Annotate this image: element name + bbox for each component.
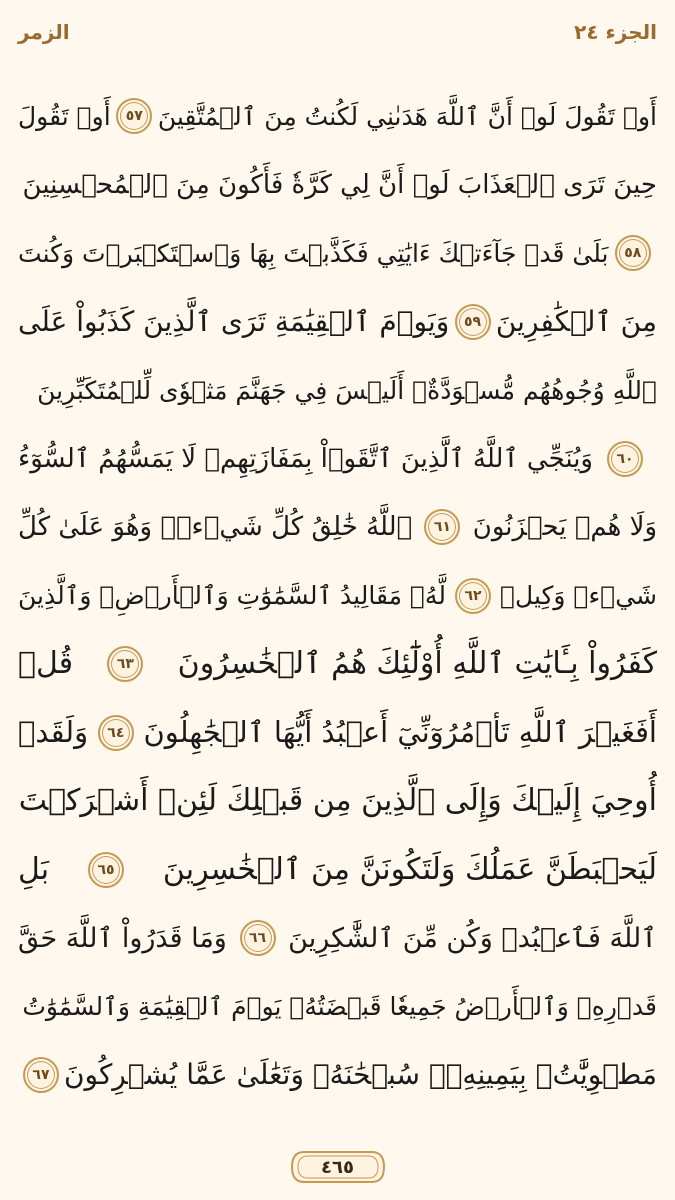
quran-page-text [18, 82, 657, 1110]
ayah-number-marker: ٥٨ [615, 235, 651, 271]
page-header [18, 12, 657, 52]
verse-text: ٱللَّهَ فَٱعۡبُدۡ وَكُن مِّنَ ٱلشَّٰكِرِينَ [288, 922, 657, 954]
quran-line [18, 630, 657, 699]
verse-text: أُوحِيَ إِلَيۡكَ وَإِلَى ٱلَّذِينَ مِن قَبۡلِكَ لَئِنۡ أَشۡرَكۡتَ [18, 783, 657, 819]
quran-line [18, 151, 657, 220]
verse-text: أَفَغَيۡرَ ٱللَّهِ تَأۡمُرُوٓنِّيٓ أَعۡبُدُ أَيُّهَا ٱلۡجَٰهِلُونَ [143, 715, 657, 750]
surah-name: الزمر [18, 20, 70, 44]
ayah-number-marker: ٦٤ [98, 715, 134, 751]
ayah-number-marker: ٥٧ [116, 98, 152, 134]
verse-text: وَيَوۡمَ ٱلۡقِيَٰمَةِ تَرَى ٱلَّذِينَ كَذَبُواْ عَلَى [18, 304, 450, 338]
quran-line [18, 699, 657, 768]
verse-text: وَمَا قَدَرُواْ ٱللَّهَ حَقَّ [18, 922, 227, 954]
verse-text: قُلۡ [18, 646, 74, 682]
verse-text: شَيۡءٖ وَكِيلٞ [500, 581, 657, 611]
juz-label: الجزء ٢٤ [574, 20, 657, 44]
verse-text: حِينَ تَرَى ٱلۡعَذَابَ لَوۡ أَنَّ لِي كَرَّةٗ فَأَكُونَ مِنَ ٱلۡمُحۡسِنِينَ [22, 169, 657, 200]
ayah-number-marker: ٦٧ [23, 1057, 59, 1093]
quran-line [18, 82, 657, 151]
verse-text: مِنَ ٱلۡكَٰفِرِينَ [495, 304, 657, 338]
verse-text: وَلَا هُمۡ يَحۡزَنُونَ [472, 512, 657, 543]
quran-line [18, 493, 657, 562]
verse-text: بَلِ [18, 851, 50, 887]
page-number: ٤٦٥ [321, 1156, 354, 1178]
quran-line [18, 288, 657, 357]
ayah-number-marker: ٦٥ [88, 852, 124, 888]
verse-text: وَيُنَجِّي ٱللَّهُ ٱلَّذِينَ ٱتَّقَوۡاْ بِمَفَازَتِهِمۡ لَا يَمَسُّهُمُ ٱلسُّوٓءُ [18, 443, 593, 474]
verse-text: كَفَرُواْ بِـَٔايَٰتِ ٱللَّهِ أُوْلَٰٓئِكَ هُمُ ٱلۡخَٰسِرُونَ [177, 646, 657, 682]
verse-text: أَوۡ تَقُولَ [18, 101, 111, 131]
ayah-number-marker: ٥٩ [455, 304, 491, 340]
verse-text: بَلَىٰ قَدۡ جَآءَتۡكَ ءَايَٰتِي فَكَذَّبۡتَ بِهَا وَٱسۡتَكۡبَرۡتَ وَكُنتَ [18, 238, 609, 268]
quran-line [18, 1041, 657, 1110]
ayah-number-marker: ٦٣ [107, 646, 143, 682]
quran-line [18, 904, 657, 973]
verse-text: لَّهُۥ مَقَالِيدُ ٱلسَّمَٰوَٰتِ وَٱلۡأَرۡضِۗ وَٱلَّذِينَ [18, 581, 446, 611]
verse-text: ٱللَّهِ وُجُوهُهُم مُّسۡوَدَّةٌۚ أَلَيۡسَ فِي جَهَنَّمَ مَثۡوٗى لِّلۡمُتَكَبِّرِينَ [37, 375, 657, 405]
quran-line [18, 562, 657, 631]
ayah-number-marker: ٦٠ [607, 441, 643, 477]
verse-text: ٱللَّهُ خَٰلِقُ كُلِّ شَيۡءٖۖ وَهُوَ عَلَىٰ كُلِّ [18, 512, 413, 543]
ayah-number-marker: ٦١ [424, 509, 460, 545]
verse-text: وَلَقَدۡ [18, 715, 89, 750]
quran-line [18, 356, 657, 425]
quran-line [18, 767, 657, 836]
ayah-number-marker: ٦٦ [240, 920, 276, 956]
quran-line [18, 219, 657, 288]
quran-line [18, 973, 657, 1042]
verse-text: قَدۡرِهِۦ وَٱلۡأَرۡضُ جَمِيعٗا قَبۡضَتُهُۥ يَوۡمَ ٱلۡقِيَٰمَةِ وَٱلسَّمَٰوَٰتُ [22, 992, 657, 1022]
quran-line [18, 425, 657, 494]
verse-text: مَطۡوِيَّٰتُۢ بِيَمِينِهِۦۚ سُبۡحَٰنَهُۥ وَتَعَٰلَىٰ عَمَّا يُشۡرِكُونَ [63, 1058, 657, 1092]
quran-line [18, 836, 657, 905]
page-number-box [290, 1150, 386, 1184]
verse-text: لَيَحۡبَطَنَّ عَمَلُكَ وَلَتَكُونَنَّ مِنَ ٱلۡخَٰسِرِينَ [162, 851, 657, 887]
ayah-number-marker: ٦٢ [455, 578, 491, 614]
verse-text: أَوۡ تَقُولَ لَوۡ أَنَّ ٱللَّهَ هَدَىٰنِي لَكُنتُ مِنَ ٱلۡمُتَّقِينَ [157, 101, 657, 131]
